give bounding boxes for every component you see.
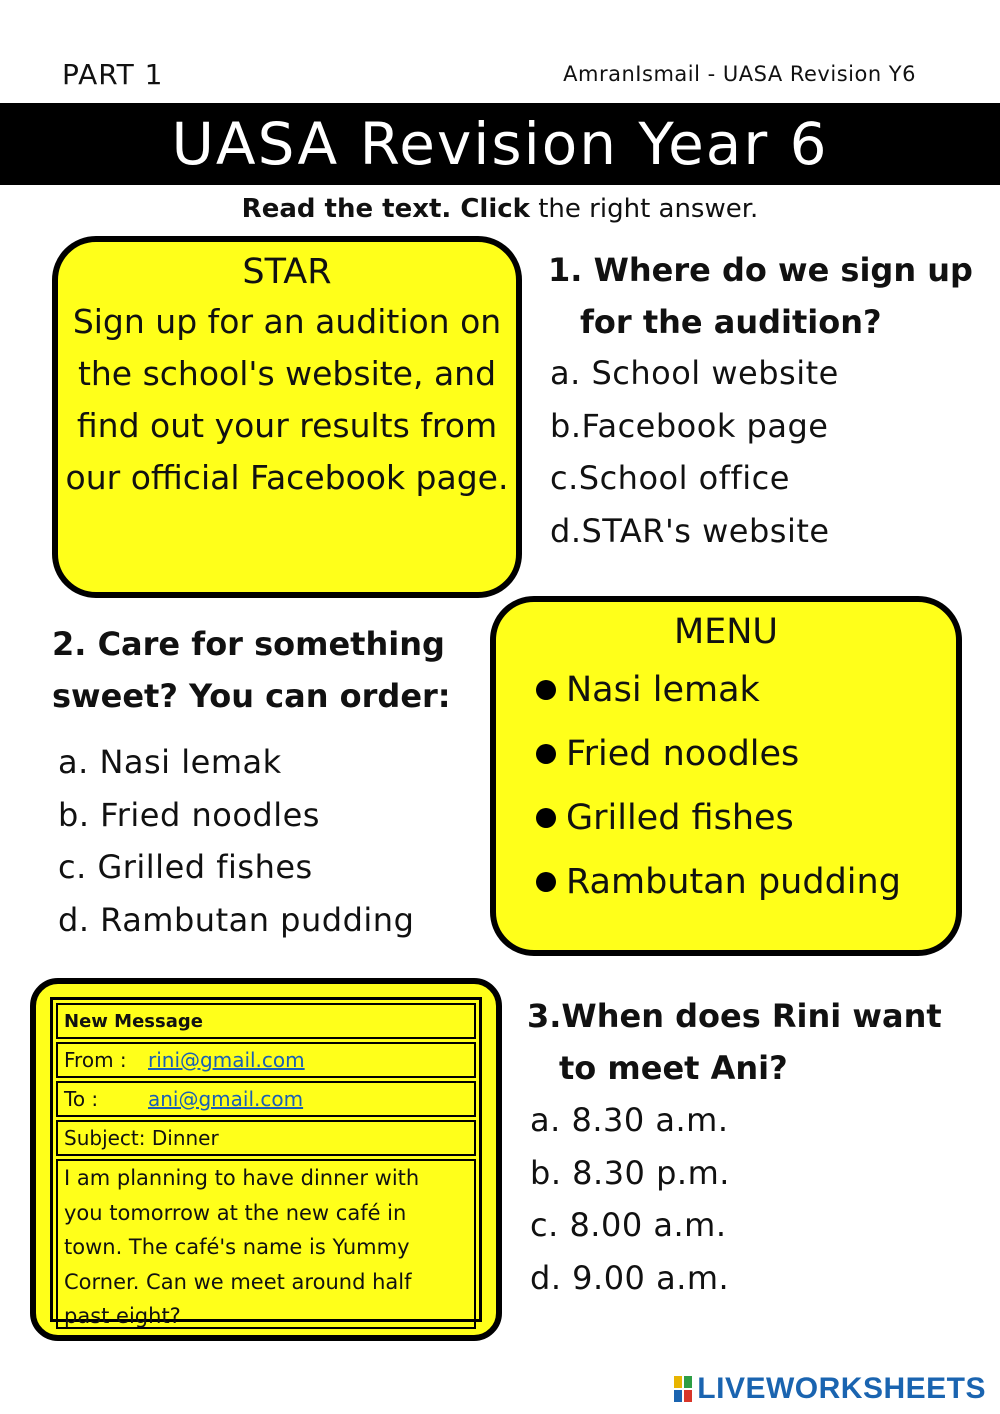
menu-item [536, 658, 956, 722]
email-header [56, 1003, 476, 1039]
part-label: PART 1 [62, 58, 164, 91]
liveworksheets-logo[interactable] [673, 1372, 986, 1406]
email-frame [50, 997, 482, 1328]
q1-option-d[interactable]: d.STAR's website [550, 511, 830, 550]
email-header-label: New Message [64, 1010, 203, 1032]
menu-item-label: Fried noodles [566, 734, 800, 774]
email-to-row [56, 1081, 476, 1117]
email-to-label: To : [64, 1087, 99, 1111]
question-1-line-2: for the audition? [580, 303, 882, 341]
q1-option-a[interactable]: a. School website [550, 354, 839, 392]
menu-box [490, 596, 962, 956]
q2-option-b[interactable]: b. Fried noodles [58, 795, 320, 834]
bullet-icon [536, 808, 556, 828]
menu-item [536, 850, 956, 914]
email-body-line: you tomorrow at the new café in [64, 1200, 407, 1225]
email-from-label: From : [64, 1048, 127, 1072]
q3-option-d[interactable]: d. 9.00 a.m. [530, 1258, 730, 1297]
question-2-line-1: 2. Care for something [52, 625, 445, 663]
email-body [56, 1159, 476, 1329]
menu-item [536, 722, 956, 786]
q2-option-d[interactable]: d. Rambutan pudding [58, 900, 415, 939]
menu-item [536, 786, 956, 850]
menu-item-label: Nasi lemak [566, 670, 760, 710]
email-body-line: Corner. Can we meet around half [64, 1269, 412, 1294]
question-3-line-2: to meet Ani? [559, 1049, 788, 1087]
instruction [0, 194, 1000, 224]
q1-option-b[interactable]: b.Facebook page [550, 406, 829, 445]
question-3-options [530, 1094, 730, 1304]
page-title: UASA Revision Year 6 [171, 110, 829, 178]
question-1-options [550, 347, 839, 557]
email-to-link[interactable]: ani@gmail.com [148, 1087, 304, 1111]
liveworksheets-logo-icon [673, 1375, 693, 1403]
question-3-line-1: 3.When does Rini want [527, 997, 942, 1035]
email-from-row [56, 1042, 476, 1078]
q3-option-a[interactable]: a. 8.30 a.m. [530, 1101, 729, 1139]
email-body-line: past eight? [64, 1304, 181, 1328]
instruction-rest: the right answer. [529, 194, 759, 224]
email-message-box [30, 978, 502, 1341]
question-3 [527, 990, 942, 1094]
star-notice-box [52, 236, 522, 598]
q2-option-a[interactable]: a. Nasi lemak [58, 743, 282, 781]
q1-option-c[interactable]: c.School office [550, 459, 790, 497]
title-banner [0, 103, 1000, 185]
question-2 [52, 618, 451, 722]
menu-title: MENU [673, 612, 779, 652]
question-2-line-2: sweet? You can order: [52, 677, 451, 715]
star-text: Sign up for an audition on the school's website, and find out your results from our official Facebook page. [65, 302, 509, 497]
email-subject: Subject: Dinner [64, 1126, 219, 1150]
instruction-bold: Read the text. Click [241, 194, 530, 224]
q3-option-c[interactable]: c. 8.00 a.m. [530, 1206, 727, 1244]
menu-list [496, 658, 956, 914]
question-2-options [58, 736, 414, 946]
q3-option-b[interactable]: b. 8.30 p.m. [530, 1153, 730, 1192]
email-body-line: I am planning to have dinner with [64, 1166, 420, 1190]
email-subject-row [56, 1120, 476, 1156]
question-1 [548, 244, 973, 348]
bullet-icon [536, 872, 556, 892]
author-credit: AmranIsmail - UASA Revision Y6 [563, 62, 916, 86]
bullet-icon [536, 744, 556, 764]
question-1-line-1: 1. Where do we sign up [548, 251, 973, 289]
menu-item-label: Rambutan pudding [566, 862, 901, 902]
bullet-icon [536, 680, 556, 700]
star-title: STAR [242, 252, 332, 292]
email-body-line: town. The café's name is Yummy [64, 1235, 410, 1259]
q2-option-c[interactable]: c. Grilled fishes [58, 848, 313, 886]
email-from-link[interactable]: rini@gmail.com [148, 1048, 305, 1072]
menu-item-label: Grilled fishes [566, 798, 794, 838]
liveworksheets-logo-text: LIVEWORKSHEETS [697, 1372, 986, 1405]
